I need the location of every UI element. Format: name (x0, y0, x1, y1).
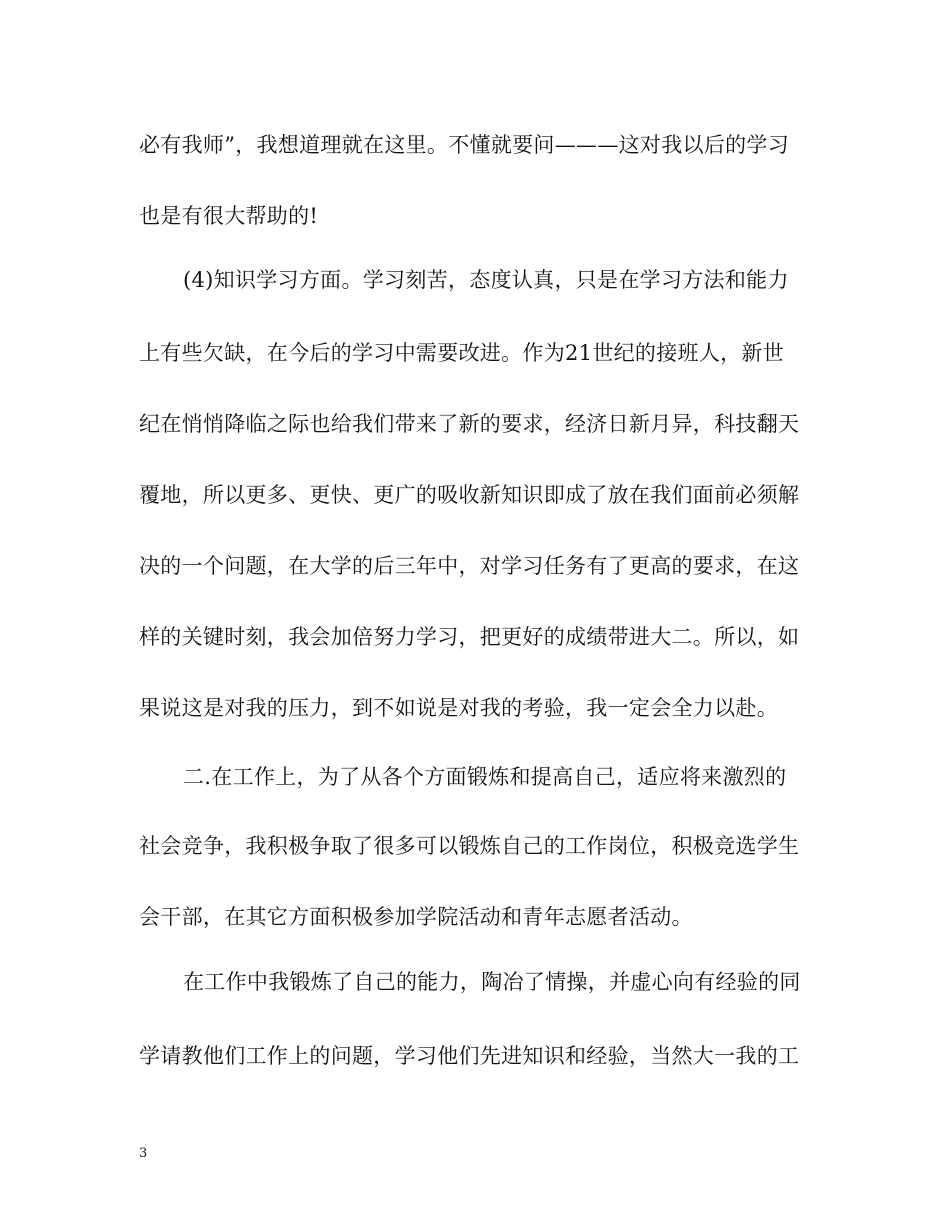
page-number: 3 (139, 1146, 148, 1161)
text-line: (4)知识学习方面。学习刻苦，态度认真，只是在学习方法和能力 (183, 268, 789, 292)
text-line: 纪在悄悄降临之际也给我们带来了新的要求，经济日新月异，科技翻天 (139, 412, 800, 436)
text-line: 二.在工作上，为了从各个方面锻炼和提高自己，适应将来激烈的 (183, 765, 787, 789)
text-line: 社会竞争，我积极争取了很多可以锻炼自己的工作岗位，积极竞选学生 (139, 834, 800, 858)
text-line: 会干部，在其它方面积极参加学院活动和青年志愿者活动。 (139, 905, 693, 929)
text-line: 样的关键时刻，我会加倍努力学习，把更好的成绩带进大二。所以，如 (139, 625, 800, 649)
text-line: 决的一个问题，在大学的后三年中，对学习任务有了更高的要求，在这 (139, 554, 800, 578)
text-line: 覆地，所以更多、更快、更广的吸收新知识即成了放在我们面前必须解 (139, 483, 800, 507)
text-line: 上有些欠缺，在今后的学习中需要改进。作为21世纪的接班人，新世 (139, 341, 785, 365)
text-line: 学请教他们工作上的问题，学习他们先进知识和经验，当然大一我的工 (139, 1044, 800, 1068)
text-line: 在工作中我锻炼了自己的能力，陶冶了情操，并虚心向有经验的同 (183, 970, 801, 994)
text-line: 必有我师”，我想道理就在这里。不懂就要问———这对我以后的学习 (139, 133, 790, 157)
text-line: 也是有很大帮助的! (139, 204, 319, 228)
text-line: 果说这是对我的压力，到不如说是对我的考验，我一定会全力以赴。 (139, 696, 778, 720)
